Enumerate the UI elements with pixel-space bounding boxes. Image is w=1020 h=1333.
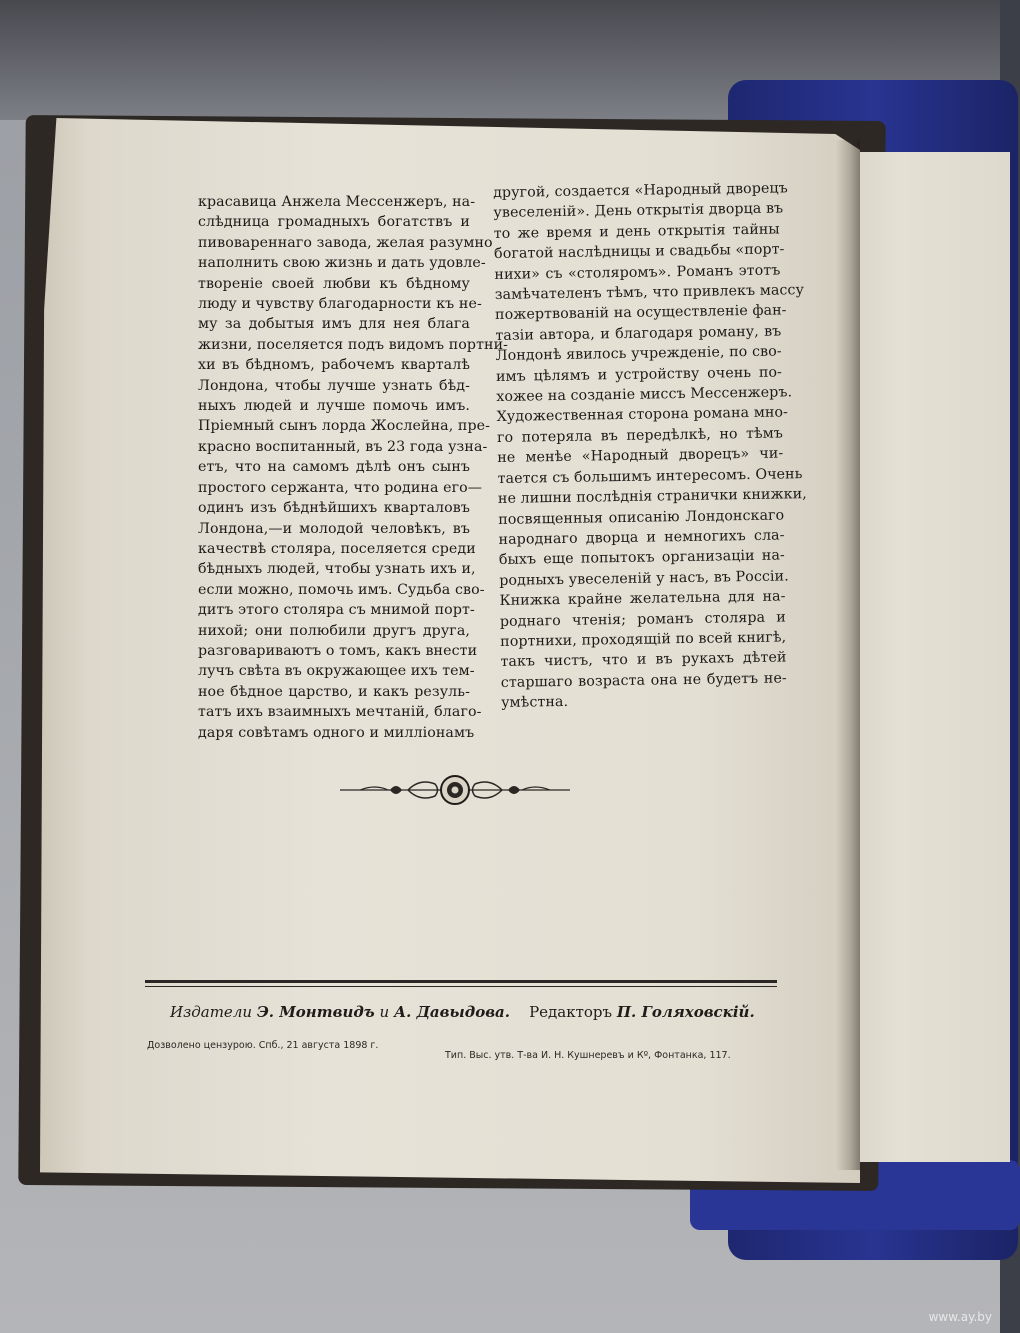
text-line: хи въ бѣдномъ, рабочемъ кварталѣ (198, 357, 470, 374)
text-line: наполнить свою жизнь и дать удовле- (198, 255, 486, 272)
watermark: www.ay.by (928, 1310, 992, 1324)
text-line: посвященныя описанію Лондонскаго (498, 506, 785, 528)
text-line: Книжка крайне желательна для на- (499, 588, 786, 610)
text-line: другой, создается «Народный дворецъ (493, 180, 788, 201)
conjunction: и (379, 1003, 390, 1021)
editor-name: П. Голяховскій. (616, 1003, 755, 1021)
text-line: такъ чистъ, что и въ рукахъ дѣтей (500, 649, 787, 671)
text-line: пожертвованій на осуществленіе фан- (494, 302, 787, 324)
text-column-left (198, 192, 509, 743)
text-line: пивовареннаго завода, желая разумно (198, 234, 493, 251)
book-gutter (836, 140, 860, 1170)
text-line: нихой; они полюбили другъ друга, (198, 622, 470, 639)
text-line: увеселеній». День открытія дворца въ (493, 200, 784, 222)
text-line: Лондона,—и молодой человѣкъ, въ (198, 520, 470, 537)
text-line: простого сержанта, что родина его— (198, 479, 483, 496)
text-line: родныхъ увеселеній у насъ, въ Россіи. (499, 568, 789, 589)
editor-prefix: Редакторъ (529, 1003, 613, 1021)
text-line: му за добытыя имъ для нея блага (198, 316, 470, 333)
text-line: жизни, поселяется подъ видомъ портни- (198, 336, 509, 353)
publisher-imprint (170, 1003, 770, 1021)
text-line: качествѣ столяра, поселяется среди (198, 540, 476, 557)
text-line: имъ цѣлямъ и устройству очень по- (495, 364, 783, 385)
text-line: портнихи, проходящій по всей книгѣ, (500, 629, 787, 650)
printer-note: Тип. Выс. утв. Т-ва И. Н. Кушнеревъ и Кº, Фонтанка, 117. (445, 1050, 731, 1061)
publishers-prefix: Издатели (170, 1003, 253, 1021)
text-line: если можно, помочь имъ. Судьба сво- (198, 581, 485, 598)
text-line: умѣстна. (501, 694, 569, 712)
text-line: хожее на созданіе миссъ Мессенжеръ. (496, 384, 793, 406)
text-line: бѣдныхъ людей, чтобы узнать ихъ и, (198, 561, 476, 578)
censor-note: Дозволено цензурою. Спб., 21 августа 1898 г. (147, 1040, 379, 1051)
text-line: слѣдница громадныхъ богатствъ и (198, 214, 470, 231)
text-line: богатой наслѣдницы и свадьбы «порт- (493, 241, 785, 263)
text-line: тазіи автора, и благодаря роману, въ (495, 323, 782, 344)
text-line: то же время и день открытія тайны (493, 221, 780, 242)
text-line: красавица Анжела Мессенжеръ, на- (198, 194, 476, 210)
publisher-1: Э. Монтвидъ (256, 1003, 375, 1021)
text-line: одинъ изъ бѣднѣйшихъ кварталовъ (198, 500, 470, 517)
text-line: старшаго возраста она не будетъ не- (500, 670, 787, 691)
text-line: ное бѣдное царство, и какъ резуль- (198, 683, 470, 700)
text-column-right (493, 179, 807, 714)
text-line: не лишни послѣднія странички книжки, (497, 486, 807, 508)
text-line: етъ, что на самомъ дѣлѣ онъ сынъ (198, 459, 470, 476)
text-line: разговариваютъ о томъ, какъ внести (198, 642, 478, 659)
footer-rule-thick (145, 980, 777, 983)
text-line: люду и чувству благодарности къ не- (198, 296, 482, 313)
publisher-2: А. Давыдова. (393, 1003, 510, 1021)
text-line: Лондона, чтобы лучше узнать бѣд- (198, 377, 470, 394)
text-line: даря совѣтамъ одного и милліонамъ (198, 724, 475, 741)
text-line: народнаго дворца и немногихъ сла- (498, 527, 785, 548)
text-line: роднаго чтенія; романъ столяра и (499, 608, 786, 630)
text-line: го потеряла въ передѣлкѣ, но тѣмъ (496, 425, 784, 446)
text-line: твореніе своей любви къ бѣдному (198, 275, 470, 292)
text-line: красно воспитанный, въ 23 года узна- (198, 438, 488, 455)
text-line: Пріемный сынъ лорда Жослейна, пре- (198, 418, 491, 435)
text-line: не менѣе «Народный дворецъ» чи- (497, 445, 784, 467)
text-line: ныхъ людей и лучше помочь имъ. (198, 398, 470, 415)
text-line: дитъ этого столяра съ мнимой порт- (198, 602, 475, 619)
text-line: замѣчателенъ тѣмъ, что привлекъ массу (494, 282, 805, 304)
text-line: Художественная сторона романа мно- (496, 404, 789, 426)
ornament-icon (340, 770, 570, 810)
footer-rule-thin (145, 986, 777, 987)
text-line: тается съ большимъ интересомъ. Очень (497, 465, 803, 487)
text-line: быхъ еще попытокъ организаціи на- (498, 547, 786, 569)
text-line: нихи» съ «столяромъ». Романъ этотъ (494, 262, 781, 283)
text-line: татъ ихъ взаимныхъ мечтаній, благо- (198, 704, 482, 721)
text-line: лучъ свѣта въ окружающее ихъ тем- (198, 663, 475, 680)
right-page (848, 152, 1010, 1162)
text-line: Лондонѣ явилось учрежденіе, по сво- (495, 343, 782, 365)
